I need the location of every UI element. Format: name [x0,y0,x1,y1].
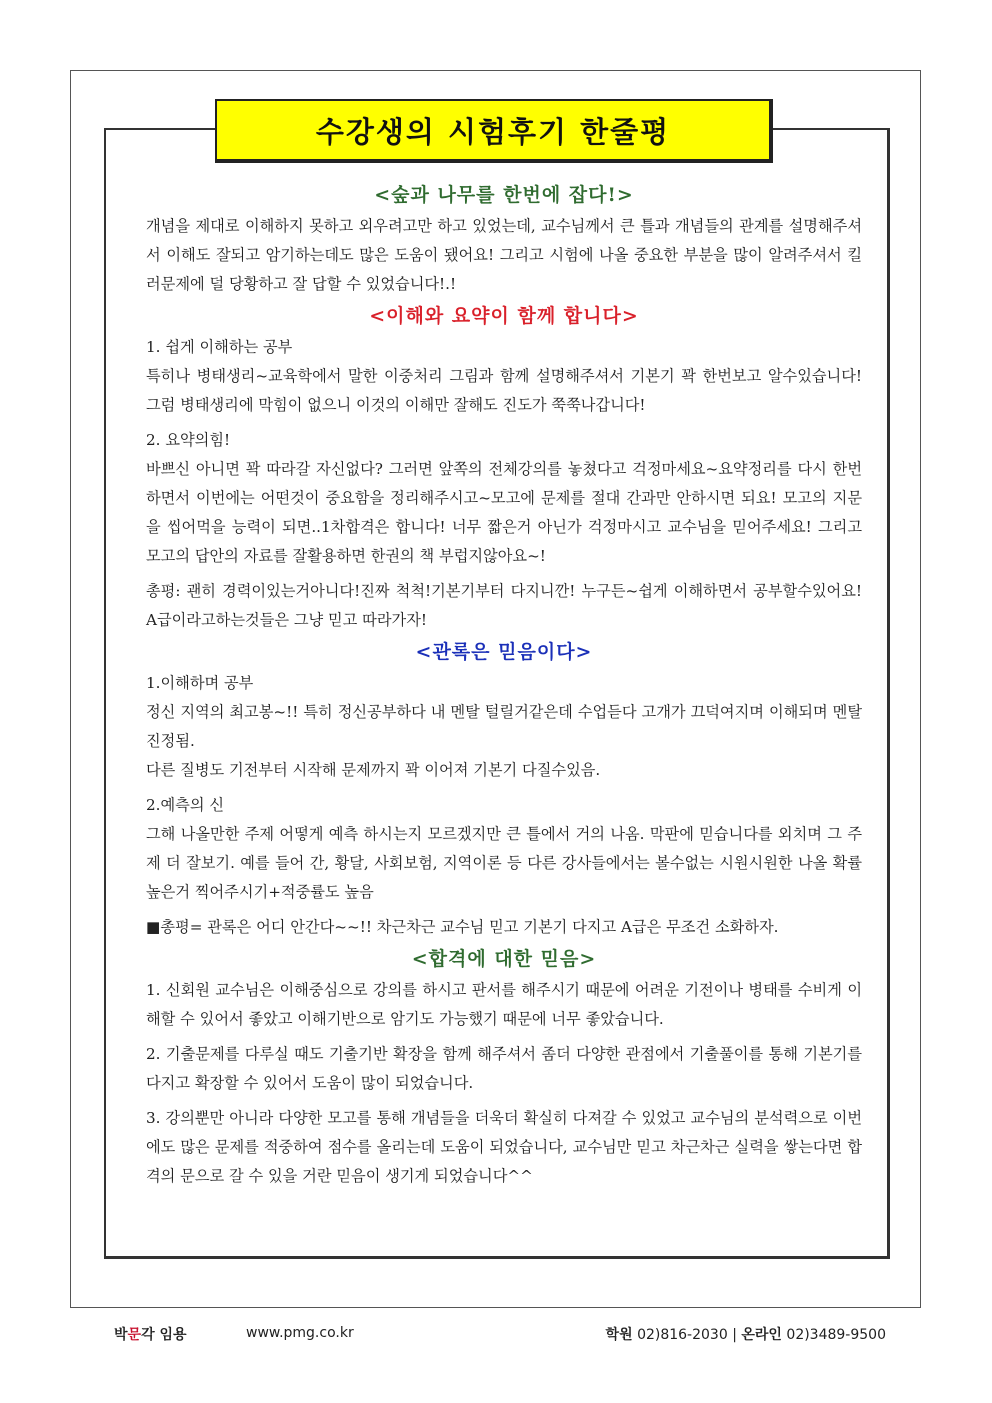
review-section-4 [146,942,862,1191]
section-paragraph: ■총평= 관록은 어디 안간다~~!! 차근차근 교수님 믿고 기본기 다지고 A급은 무조건 소화하자. [146,918,779,936]
section-paragraph: 바쁘신 아니면 꽉 따라갈 자신없다? 그러면 앞쪽의 전체강의를 놓쳤다고 걱정마세요~요약정리를 다시 한번 하면서 이번에는 어떤것이 중요함을 정리해주시고~모고에 문제를 절대 간과만 안하시면 되요! 모고의 지문을 씹어먹을 능력이 되면..1차합격은 합니다! 너무 짧은거 아닌가 걱정마시고 교수님을 믿어주세요! 그리고 모고의 답안의 자료를 잘활용하면 한권의 책 부럽지않아요~! [146,460,862,565]
online-phone: 02)3489-9500 [786,1327,886,1343]
section-heading: <이해와 요약이 함께 합니다> [369,305,639,327]
website-url: www.pmg.co.kr [246,1325,354,1341]
section-paragraph: 다른 질병도 기전부터 시작해 문제까지 꽉 이어져 기본기 다질수있음. [146,761,601,779]
section-paragraph: 개념을 제대로 이해하지 못하고 외우려고만 하고 있었는데, 교수님께서 큰 틀과 개념들의 관계를 설명해주셔서 이해도 잘되고 암기하는데도 많은 도움이 됐어요! 그리고 시험에 나올 중요한 부분을 많이 알려주셔서 킬러문제에 덜 당황하고 잘 답할 수 있었습니다!.! [146,217,862,293]
section-paragraph: 1.이해하며 공부 [146,674,254,692]
title-banner [215,99,773,163]
publisher-logo [114,1324,187,1344]
section-paragraph: 그해 나올만한 주제 어떻게 예측 하시는지 모르겠지만 큰 틀에서 거의 나옴. 막판에 믿습니다를 외치며 그 주제 더 잘보기. 예를 들어 간, 황달, 사회보험, 지역이론 등 다른 강사들에서는 볼수없는 시원시원한 나올 확률 높은거 찍어주시기+적중률도 높음 [146,825,862,901]
section-paragraph: 2. 기출문제를 다루실 때도 기출기반 확장을 함께 해주셔서 좀더 다양한 관점에서 기출풀이를 통해 기본기를 다지고 확장할 수 있어서 도움이 많이 되었습니다. [146,1045,862,1092]
contact-numbers [606,1324,886,1344]
section-paragraph: 1. 신회원 교수님은 이해중심으로 강의를 하시고 판서를 해주시기 때문에 어려운 기전이나 병태를 수비게 이해할 수 있어서 좋았고 이해기반으로 암기도 가능했기 때문에 너무 좋았습니다. [146,981,862,1028]
academy-label: 학원 [605,1327,633,1343]
section-paragraph: 정신 지역의 최고봉~!! 특히 정신공부하다 내 멘탈 털릴거같은데 수업듣다 고개가 끄덕여지며 이해되며 멘탈 진정됨. [146,703,862,750]
section-paragraph: 1. 쉽게 이해하는 공부 [146,338,293,356]
academy-phone: 02)816-2030 [637,1327,728,1343]
logo-text: 박 [114,1327,128,1343]
section-paragraph: 총평: 괜히 경력이있는거아니다!진짜 척척!기본기부터 다지니깐! 누구든~쉽게 이해하면서 공부할수있어요! A급이라고하는것들은 그냥 믿고 따라가자! [146,582,862,629]
section-paragraph: 2.예측의 신 [146,796,225,814]
logo-accent: 문 [127,1327,142,1343]
page-footer [0,1322,992,1348]
section-heading: <합격에 대한 믿음> [411,948,597,970]
section-paragraph: 특히나 병태생리~교육학에서 말한 이중처리 그림과 함께 설명해주셔서 기본기 꽉 한번보고 알수있습니다! 그럼 병태생리에 막힘이 없으니 이것의 이해만 잘해도 진도가 쭉쭉나갑니다! [146,367,862,414]
separator: | [732,1327,737,1343]
page-title: 수강생의 시험후기 한줄평 [315,114,671,149]
review-section-3 [146,635,862,942]
reviews-content [146,178,862,1191]
online-label: 온라인 [741,1327,782,1343]
logo-text: 각 임용 [141,1327,187,1343]
section-heading: <관록은 믿음이다> [415,641,593,663]
section-paragraph: 2. 요약의힘! [146,431,231,449]
review-section-2 [146,299,862,635]
section-heading: <숲과 나무를 한번에 잡다!> [374,184,634,206]
section-paragraph: 3. 강의뿐만 아니라 다양한 모고를 통해 개념들을 더욱더 확실히 다져갈 수 있었고 교수님의 분석력으로 이번에도 많은 문제를 적중하여 점수를 올리는데 도움이 되었습니다, 교수님만 믿고 차근차근 실력을 쌓는다면 합격의 문으로 갈 수 있을 거란 믿음이 생기게 되었습니다^^ [146,1109,862,1185]
review-section-1 [146,178,862,299]
